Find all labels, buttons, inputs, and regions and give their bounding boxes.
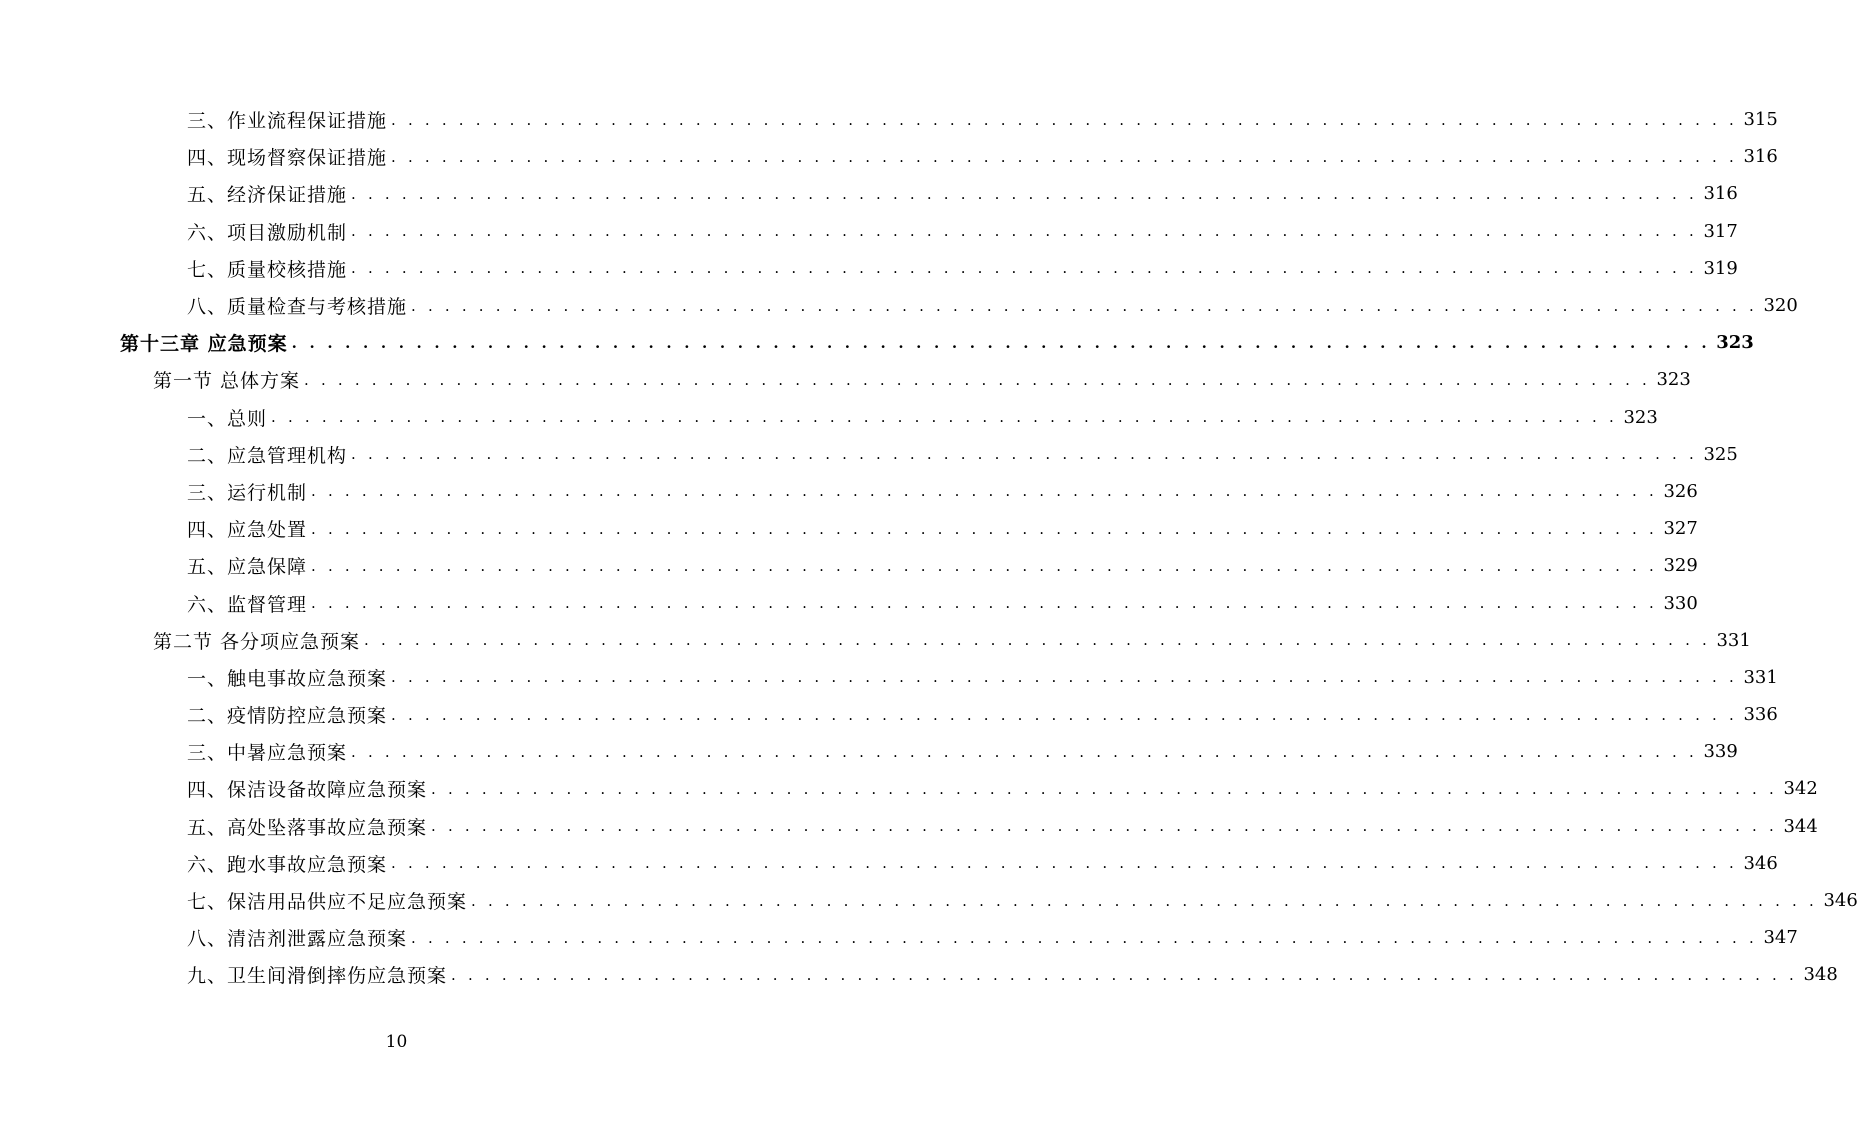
toc-dot-leader: . . . . . . . . . . . . . . . . . . . . . . . . . . . . . . . . . . . . . . . . . . . . . . . . . . . . . . . . . . . . . . . . . . . . . . . . . . . . . . . . [391, 147, 1738, 166]
toc-title: 一、总则 [187, 407, 268, 430]
toc-title: 二、疫情防控应急预案 [187, 705, 388, 728]
toc-dot-leader: . . . . . . . . . . . . . . . . . . . . . . . . . . . . . . . . . . . . . . . . . . . . . . . . . . . . . . . . . . . . . . . . . . . . . . . . . . . . . . . . [271, 408, 1618, 427]
toc-item[interactable] [0, 919, 1798, 956]
toc-page-number: 330 [1663, 592, 1698, 614]
toc-title: 五、应急保障 [187, 556, 308, 579]
toc-dot-leader: . . . . . . . . . . . . . . . . . . . . . . . . . . . . . . . . . . . . . . . . . . . . . . . . . . . . . . . . . . . . . . . . . . . . . . . . . . . . . . . . [411, 296, 1758, 315]
toc-title: 六、跑水事故应急预案 [187, 853, 388, 876]
toc-title: 一、触电事故应急预案 [187, 667, 388, 690]
toc-section[interactable] [0, 361, 1691, 398]
toc-title: 八、质量检查与考核措施 [187, 296, 408, 319]
toc-dot-leader: . . . . . . . . . . . . . . . . . . . . . . . . . . . . . . . . . . . . . . . . . . . . . . . . . . . . . . . . . . . . . . . . . . . . . . . . . . . . . . . . [431, 779, 1778, 798]
toc-page-number: 325 [1703, 443, 1738, 465]
toc-item[interactable] [0, 770, 1818, 807]
toc-page-number: 331 [1743, 666, 1778, 688]
toc-dot-leader: . . . . . . . . . . . . . . . . . . . . . . . . . . . . . . . . . . . . . . . . . . . . . . . . . . . . . . . . . . . . . . . . . . . . . . . . . . . . . . . . [351, 222, 1698, 241]
toc-page-number: 323 [1623, 406, 1658, 428]
toc-dot-leader: . . . . . . . . . . . . . . . . . . . . . . . . . . . . . . . . . . . . . . . . . . . . . . . . . . . . . . . . . . . . . . . . . . . . . . . . . . . . . . . . [391, 668, 1738, 687]
toc-dot-leader: . . . . . . . . . . . . . . . . . . . . . . . . . . . . . . . . . . . . . . . . . . . . . . . . . . . . . . . . . . . . . . . . . . . . . . . . . . . . . . . . [411, 928, 1758, 947]
toc-page-number: 347 [1763, 927, 1798, 949]
toc-page-number: 346 [1743, 852, 1778, 874]
page-number: 10 [385, 1032, 408, 1052]
toc-page-number: 336 [1743, 704, 1778, 726]
toc-title: 四、现场督察保证措施 [187, 147, 388, 170]
toc-title: 六、监督管理 [187, 593, 308, 616]
toc-title: 八、清洁剂泄露应急预案 [187, 928, 408, 951]
toc-page-number: 339 [1703, 741, 1738, 763]
toc-title: 五、高处坠落事故应急预案 [187, 816, 428, 839]
toc-title: 九、卫生间滑倒摔伤应急预案 [187, 965, 448, 988]
toc-dot-leader: . . . . . . . . . . . . . . . . . . . . . . . . . . . . . . . . . . . . . . . . . . . . . . . . . . . . . . . . . . . . . . . . . . . . . . . . . . . . . . . . [311, 594, 1658, 613]
toc-page-number: 331 [1716, 629, 1751, 651]
toc-page-number: 316 [1703, 183, 1738, 205]
toc-dot-leader: . . . . . . . . . . . . . . . . . . . . . . . . . . . . . . . . . . . . . . . . . . . . . . . . . . . . . . . . . . . . . . . . . . . . . . . . . . . . . . . . [351, 184, 1698, 203]
toc-title: 第十三章 应急预案 [120, 333, 288, 356]
toc-page-number: 346 [1823, 890, 1858, 912]
toc-page-number: 323 [1716, 332, 1754, 354]
toc-item[interactable] [0, 138, 1778, 175]
toc-dot-leader: . . . . . . . . . . . . . . . . . . . . . . . . . . . . . . . . . . . . . . . . . . . . . . . . . . . . . . . . . . . . . . . . . . . . . . . . . . . . . . . . [291, 333, 1711, 352]
toc-page-number: 348 [1803, 964, 1838, 986]
toc-title: 第二节 各分项应急预案 [153, 630, 361, 653]
toc-item[interactable] [0, 696, 1778, 733]
toc-title: 三、中暑应急预案 [187, 742, 348, 765]
toc-item[interactable] [0, 808, 1818, 845]
toc-title: 三、运行机制 [187, 481, 308, 504]
toc-dot-leader: . . . . . . . . . . . . . . . . . . . . . . . . . . . . . . . . . . . . . . . . . . . . . . . . . . . . . . . . . . . . . . . . . . . . . . . . . . . . . . . . [351, 742, 1698, 761]
toc-title: 二、应急管理机构 [187, 444, 348, 467]
toc-title: 第一节 总体方案 [153, 370, 301, 393]
toc-title: 三、作业流程保证措施 [187, 110, 388, 133]
toc-title: 七、保洁用品供应不足应急预案 [187, 891, 468, 914]
toc-item[interactable] [0, 175, 1738, 212]
toc-item[interactable] [0, 733, 1738, 770]
toc-item[interactable] [0, 584, 1698, 621]
toc-item[interactable] [0, 510, 1698, 547]
toc-dot-leader: . . . . . . . . . . . . . . . . . . . . . . . . . . . . . . . . . . . . . . . . . . . . . . . . . . . . . . . . . . . . . . . . . . . . . . . . . . . . . . . . [471, 891, 1818, 910]
toc-item[interactable] [0, 845, 1778, 882]
toc-item[interactable] [0, 547, 1698, 584]
toc-page-number: 342 [1783, 778, 1818, 800]
toc-chapter[interactable] [0, 324, 1754, 361]
toc-item[interactable] [0, 399, 1658, 436]
toc-dot-leader: . . . . . . . . . . . . . . . . . . . . . . . . . . . . . . . . . . . . . . . . . . . . . . . . . . . . . . . . . . . . . . . . . . . . . . . . . . . . . . . . [364, 631, 1711, 650]
toc-section[interactable] [0, 622, 1751, 659]
toc-page-number: 316 [1743, 146, 1778, 168]
toc-page-number: 326 [1663, 480, 1698, 502]
toc-item[interactable] [0, 882, 1858, 919]
toc-item[interactable] [0, 250, 1738, 287]
toc-page-number: 329 [1663, 555, 1698, 577]
toc-page-number: 320 [1763, 295, 1798, 317]
toc-page-number: 327 [1663, 518, 1698, 540]
toc-item[interactable] [0, 659, 1778, 696]
toc-page-number: 319 [1703, 257, 1738, 279]
toc-dot-leader: . . . . . . . . . . . . . . . . . . . . . . . . . . . . . . . . . . . . . . . . . . . . . . . . . . . . . . . . . . . . . . . . . . . . . . . . . . . . . . . . [431, 817, 1778, 836]
toc-dot-leader: . . . . . . . . . . . . . . . . . . . . . . . . . . . . . . . . . . . . . . . . . . . . . . . . . . . . . . . . . . . . . . . . . . . . . . . . . . . . . . . . [391, 705, 1738, 724]
toc-dot-leader: . . . . . . . . . . . . . . . . . . . . . . . . . . . . . . . . . . . . . . . . . . . . . . . . . . . . . . . . . . . . . . . . . . . . . . . . . . . . . . . . [311, 482, 1658, 501]
toc-dot-leader: . . . . . . . . . . . . . . . . . . . . . . . . . . . . . . . . . . . . . . . . . . . . . . . . . . . . . . . . . . . . . . . . . . . . . . . . . . . . . . . . [304, 370, 1651, 389]
toc-title: 四、应急处置 [187, 519, 308, 542]
toc-page-number: 344 [1783, 815, 1818, 837]
toc-dot-leader: . . . . . . . . . . . . . . . . . . . . . . . . . . . . . . . . . . . . . . . . . . . . . . . . . . . . . . . . . . . . . . . . . . . . . . . . . . . . . . . . [311, 519, 1658, 538]
toc-page-number: 323 [1656, 369, 1691, 391]
toc-dot-leader: . . . . . . . . . . . . . . . . . . . . . . . . . . . . . . . . . . . . . . . . . . . . . . . . . . . . . . . . . . . . . . . . . . . . . . . . . . . . . . . . [451, 965, 1798, 984]
toc-title: 七、质量校核措施 [187, 258, 348, 281]
toc-page-number: 317 [1703, 220, 1738, 242]
toc-dot-leader: . . . . . . . . . . . . . . . . . . . . . . . . . . . . . . . . . . . . . . . . . . . . . . . . . . . . . . . . . . . . . . . . . . . . . . . . . . . . . . . . [311, 556, 1658, 575]
toc-title: 四、保洁设备故障应急预案 [187, 779, 428, 802]
toc-dot-leader: . . . . . . . . . . . . . . . . . . . . . . . . . . . . . . . . . . . . . . . . . . . . . . . . . . . . . . . . . . . . . . . . . . . . . . . . . . . . . . . . [391, 110, 1738, 129]
toc-item[interactable] [0, 287, 1798, 324]
table-of-contents [0, 101, 1858, 994]
toc-item[interactable] [0, 101, 1778, 138]
toc-dot-leader: . . . . . . . . . . . . . . . . . . . . . . . . . . . . . . . . . . . . . . . . . . . . . . . . . . . . . . . . . . . . . . . . . . . . . . . . . . . . . . . . [351, 259, 1698, 278]
toc-item[interactable] [0, 473, 1698, 510]
toc-dot-leader: . . . . . . . . . . . . . . . . . . . . . . . . . . . . . . . . . . . . . . . . . . . . . . . . . . . . . . . . . . . . . . . . . . . . . . . . . . . . . . . . [391, 854, 1738, 873]
toc-item[interactable] [0, 436, 1738, 473]
toc-dot-leader: . . . . . . . . . . . . . . . . . . . . . . . . . . . . . . . . . . . . . . . . . . . . . . . . . . . . . . . . . . . . . . . . . . . . . . . . . . . . . . . . [351, 445, 1698, 464]
toc-title: 五、经济保证措施 [187, 184, 348, 207]
toc-item[interactable] [0, 956, 1838, 993]
toc-title: 六、项目激励机制 [187, 221, 348, 244]
toc-item[interactable] [0, 213, 1738, 250]
toc-page-number: 315 [1743, 109, 1778, 131]
